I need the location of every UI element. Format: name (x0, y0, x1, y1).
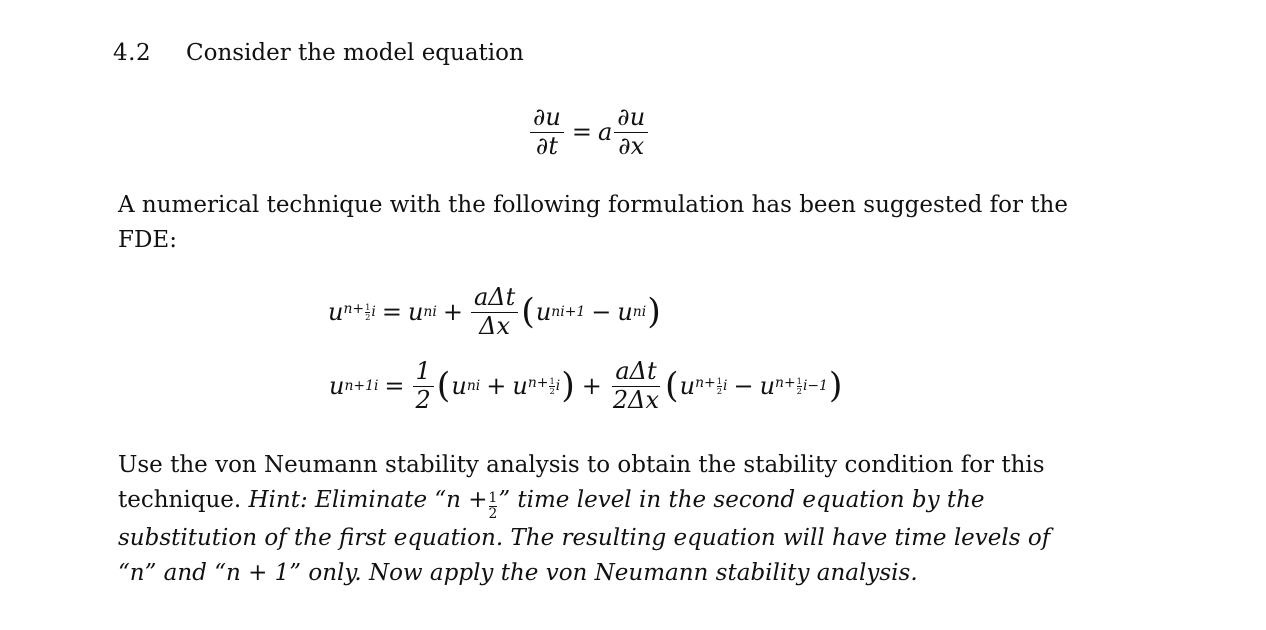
partial-u-over-partial-x: $\frac{\partial u}{\partial x}$ (614, 104, 648, 160)
model-equation: $\frac{\partial u}{\partial t}$ = a $\frac{\partial u}{\partial x}$ (528, 104, 650, 160)
half-inline-fraction: $\frac{1}{2}$ (488, 490, 498, 522)
a-dt-over-2dx: $\frac{\text{aΔt}}{2\Delta x}$ (612, 357, 660, 414)
paragraph-stability (118, 448, 1078, 591)
one-half-fraction: $\frac{1}{2}$ (413, 358, 434, 414)
hint-text: Hint: Eliminate “n + $\frac{1}{2}$ ” time level in the second equation by the substitution of the first equation. The resulting equation will have time levels of “n” and “n + 1” only. Now apply the von Neumann stability analysis. (118, 487, 1051, 587)
stability-instruction: Use the von Neumann stability analysis to obtain the stability condition for this technique. (118, 452, 1045, 513)
a-dt-over-dx: $\frac{\text{aΔt}}{\Delta x}$ (471, 284, 518, 340)
problem-intro: Consider the model equation (186, 40, 524, 66)
corrector-equation: u n+1 i = $\frac{1}{2}$ ( u n i + u n+ $\frac{1}{2}$ i ) + $\frac{\text{aΔt}}{2\Delta x}$ ( u n+ $\frac{1}{2}$ i − u n+ $\frac{1}{2}$ i−1 ) (329, 357, 843, 414)
paragraph-formulation: A numerical technique with the following formulation has been suggested for the FDE: (118, 192, 1068, 253)
predictor-equation: u n+ $\frac{1}{2}$ i = u n i + $\frac{\text{aΔt}}{\Delta x}$ ( u n i+1 − u n i ) (328, 283, 661, 340)
partial-u-over-partial-t: $\frac{\partial u}{\partial t}$ (530, 104, 564, 160)
problem-number: 4.2 (113, 40, 152, 66)
